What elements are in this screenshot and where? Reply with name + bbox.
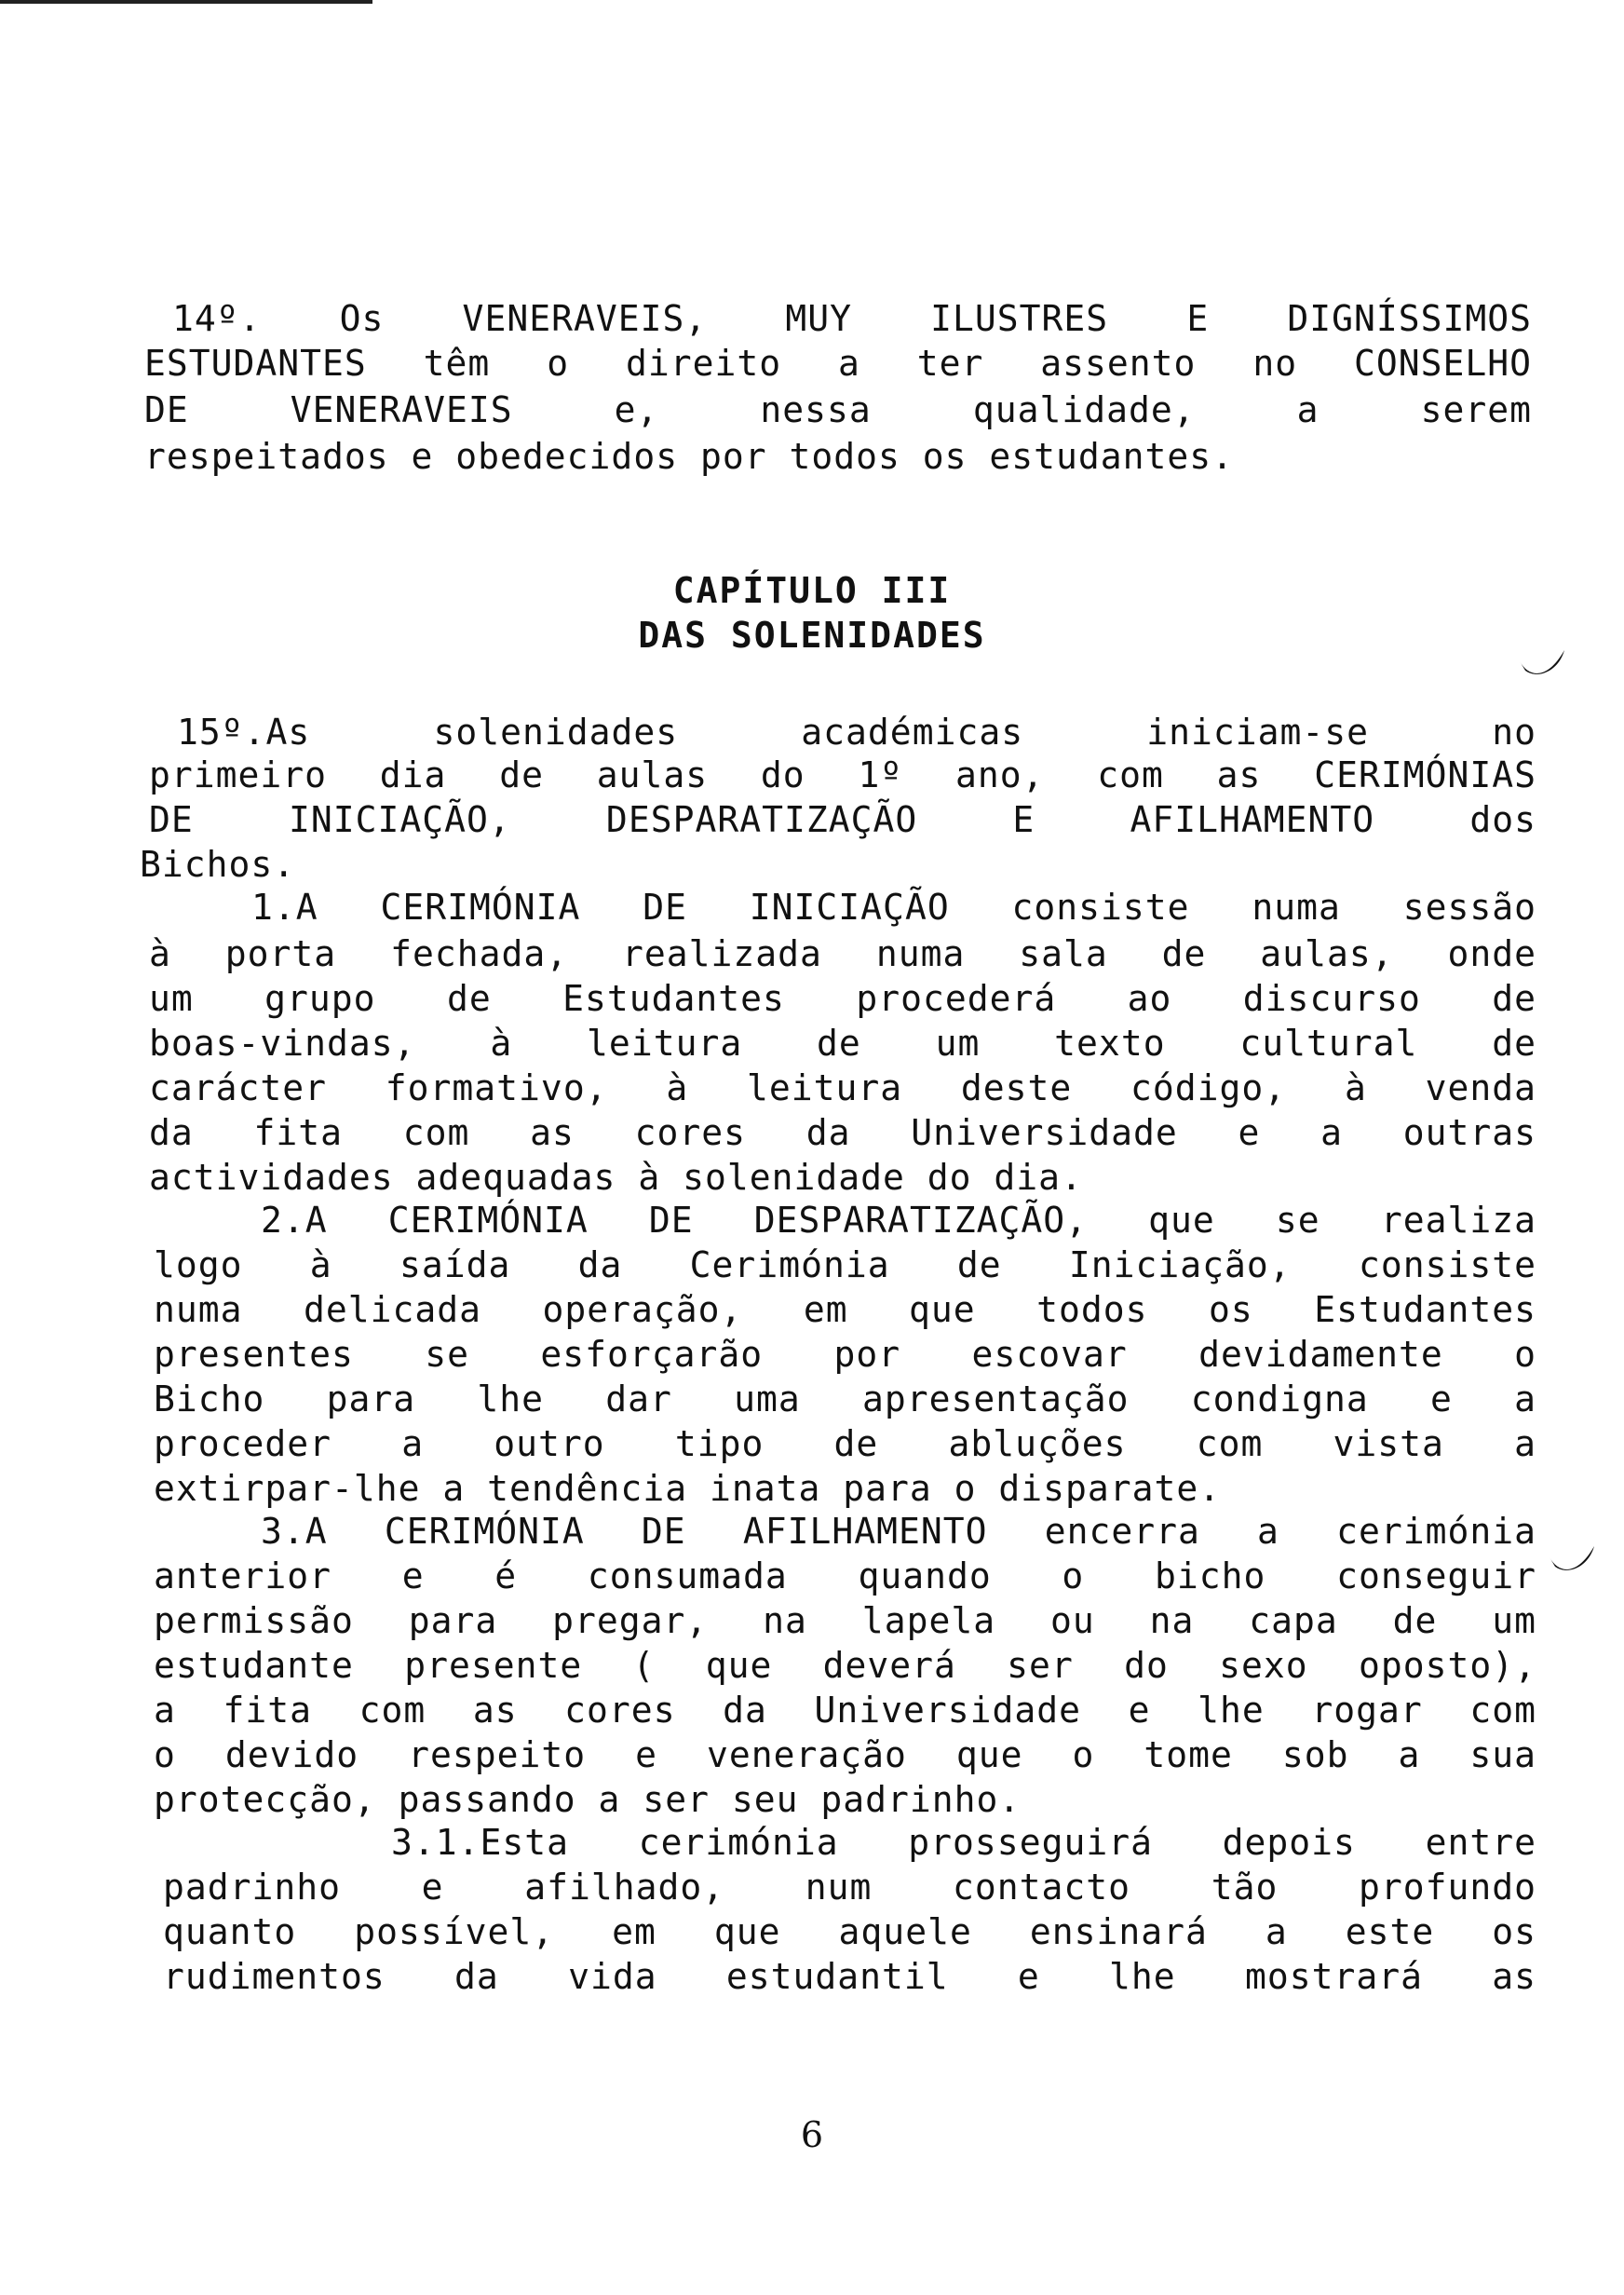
page-number: 6	[800, 2114, 824, 2155]
chapter-subtitle: DAS SOLENIDADES	[638, 615, 986, 656]
text-line: protecção, passando a ser seu padrinho.	[154, 1779, 1022, 1820]
text-line: DE VENERAVEIS e, nessa qualidade, a serem	[144, 389, 1532, 430]
chapter-title: CAPÍTULO III	[672, 570, 952, 611]
text-line: 1.A CERIMÓNIA DE INICIAÇÃO consiste numa sessão	[251, 887, 1536, 928]
text-line: estudante presente ( que deverá ser do sexo oposto),	[154, 1645, 1536, 1686]
text-line: a fita com as cores da Universidade e lhe rogar com	[154, 1690, 1536, 1731]
text-line: actividades adequadas à solenidade do dia.	[149, 1157, 1083, 1198]
text-line: permissão para pregar, na lapela ou na capa de um	[154, 1600, 1536, 1641]
text-line: extirpar-lhe a tendência inata para o disparate.	[154, 1468, 1222, 1509]
text-line: 3.1.Esta cerimónia prosseguirá depois entre	[391, 1822, 1536, 1863]
text-line: padrinho e afilhado, num contacto tão profundo	[163, 1867, 1536, 1908]
text-line: rudimentos da vida estudantil e lhe mostrará as	[163, 1956, 1536, 1997]
text-line: ESTUDANTES têm o direito a ter assento no CONSELHO	[144, 343, 1532, 384]
text-line: anterior e é consumada quando o bicho conseguir	[154, 1555, 1536, 1596]
text-line: da fita com as cores da Universidade e a outras	[149, 1112, 1536, 1153]
text-line: presentes se esforçarão por escovar devidamente o	[154, 1334, 1536, 1375]
text-line: primeiro dia de aulas do 1º ano, com as CERIMÓNIAS	[149, 754, 1536, 795]
text-line: proceder a outro tipo de abluções com vista a	[154, 1423, 1536, 1464]
check-mark-icon	[1516, 646, 1568, 684]
text-line: 2.A CERIMÓNIA DE DESPARATIZAÇÃO, que se realiza	[261, 1200, 1536, 1241]
text-line: numa delicada operação, em que todos os Estudantes	[154, 1289, 1536, 1330]
text-line: à porta fechada, realizada numa sala de aulas, onde	[149, 933, 1536, 974]
text-line: DE INICIAÇÃO, DESPARATIZAÇÃO E AFILHAMENTO dos	[149, 799, 1536, 840]
text-line: Bichos.	[140, 844, 296, 885]
text-line: respeitados e obedecidos por todos os estudantes.	[144, 436, 1235, 477]
text-line: 14º. Os VENERAVEIS, MUY ILUSTRES E DIGNÍSSIMOS	[172, 298, 1532, 339]
check-mark-icon	[1546, 1542, 1598, 1580]
text-line: quanto possível, em que aquele ensinará a este os	[163, 1911, 1536, 1952]
text-line: Bicho para lhe dar uma apresentação condigna e a	[154, 1378, 1536, 1419]
text-line: o devido respeito e veneração que o tome sob a sua	[154, 1734, 1536, 1775]
text-line: boas-vindas, à leitura de um texto cultural de	[149, 1023, 1536, 1064]
text-line: um grupo de Estudantes procederá ao discurso de	[149, 978, 1536, 1019]
text-line: carácter formativo, à leitura deste código, à venda	[149, 1067, 1536, 1108]
text-line: 15º.As solenidades académicas iniciam-se no	[177, 712, 1536, 753]
text-line: 3.A CERIMÓNIA DE AFILHAMENTO encerra a cerimónia	[261, 1511, 1536, 1552]
text-line: logo à saída da Cerimónia de Iniciação, consiste	[154, 1244, 1536, 1285]
